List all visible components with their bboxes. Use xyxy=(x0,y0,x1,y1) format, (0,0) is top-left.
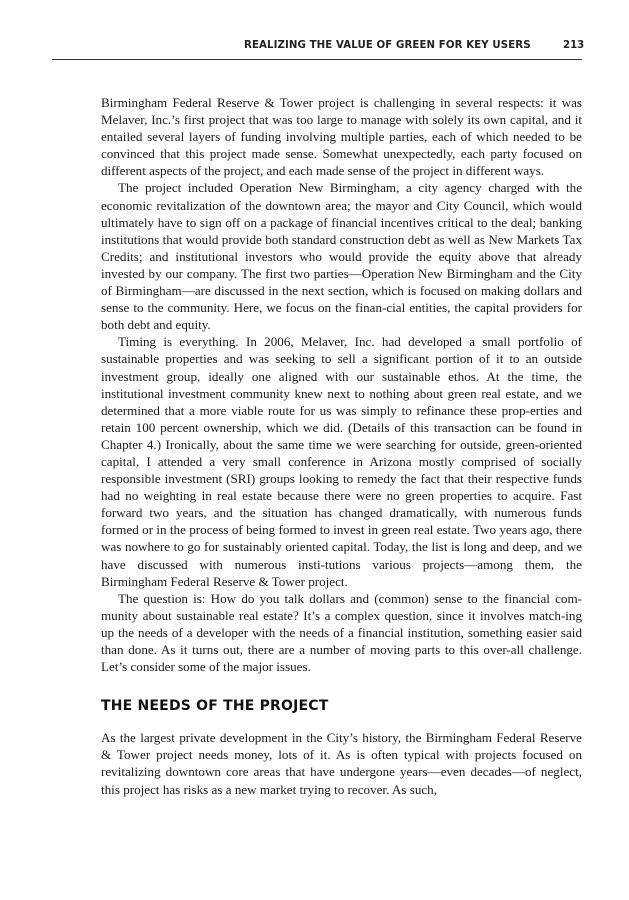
page-number: 213 xyxy=(563,40,585,51)
header-rule xyxy=(52,59,582,60)
running-head xyxy=(0,40,629,60)
section-heading: THE NEEDS OF THE PROJECT xyxy=(101,698,329,715)
section-paragraph: As the largest private development in the City’s history, the Birmingham Federal Reserve & Tower project needs money, lots of it. As is often typical with projects focused on revitalizing downtown core areas that have undergone years—even decades—of neglect, this project has risks as a new market trying to recover. As such, xyxy=(101,730,582,797)
paragraph-4: The question is: How do you talk dollars and (common) sense to the financial com-munity about sustainable real estate? It’s a complex question, since it involves match-ing up the needs of a developer with the needs of a financial institution, something easier said than done. As it turns out, there are a number of moving parts to this over-all challenge. Let’s consider some of the major issues. xyxy=(101,590,582,675)
paragraph-3: Timing is everything. In 2006, Melaver, Inc. had developed a small portfolio of sustainable properties and was seeking to sell a significant portion of it to an outside investment group, ideally one aligned with our sustainable ethos. At the time, the institutional investment community knew next to nothing about green real estate, and we determined that a more viable route for us was simply to refinance these prop-erties and retain 100 percent ownership, which we did. (Details of this transaction can be found in Chapter 4.) Ironically, about the same time we were searching for outside, green-oriented capital, I attended a very small conference in Arizona mostly comprised of socially responsible investment (SRI) groups looking to remedy the fact that their respective funds had no weighting in real estate because there were no green properties to acquire. Fast forward two years, and the situation has changed dramatically, with numerous funds formed or in the process of being formed to invest in green real estate. Two years ago, there was nowhere to go for sustainably oriented capital. Today, the list is long and deep, and we have discussed with numerous insti-tutions various projects—among them, the Birmingham Federal Reserve & Tower project. xyxy=(101,334,582,589)
running-head-title: REALIZING THE VALUE OF GREEN FOR KEY USERS xyxy=(244,40,531,51)
body-text xyxy=(101,94,582,798)
paragraph-1: Birmingham Federal Reserve & Tower project is challenging in several respects: it was Melaver, Inc.’s first project that was too large to manage with solely its own capital, and it entailed several layers of funding involving multiple parties, each of which needed to be convinced that this project made sense. Somewhat unexpectedly, each party focused on different aspects of the project, and each made sense of the project in different ways. xyxy=(101,95,582,179)
paragraph-2: The project included Operation New Birmingham, a city agency charged with the economic revitalization of the downtown area; the mayor and City Council, which would ultimately have to sign off on a package of financial incentives critical to the deal; banking institutions that would provide both standard construction debt as well as New Markets Tax Credits; and institutional investors who would provide the equity above that already invested by our company. The first two parties—Operation New Birmingham and the City of Birmingham—are discussed in the next section, which is focused on making dollars and sense to the community. Here, we focus on the finan-cial entities, the capital providers for both debt and equity. xyxy=(101,180,582,333)
